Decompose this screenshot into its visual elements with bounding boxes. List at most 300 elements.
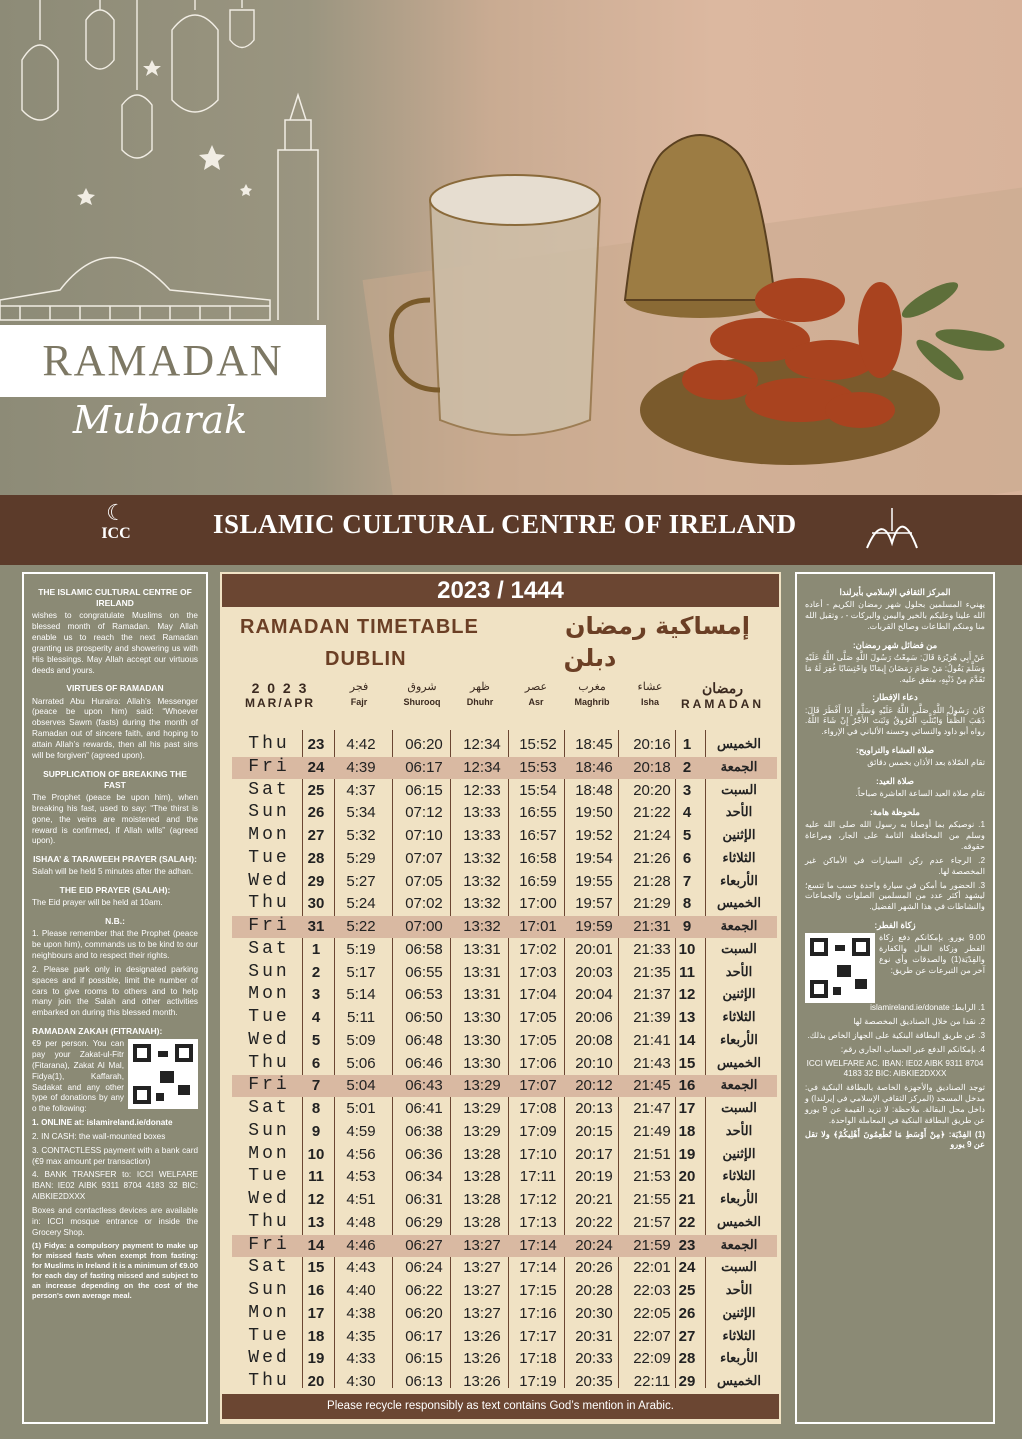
maghrib-time: 20:35 bbox=[575, 1373, 613, 1390]
paragraph: تقام صلاة العيد الساعة العاشرة صباحاً. bbox=[855, 789, 985, 799]
hero-title: RAMADAN bbox=[42, 336, 284, 385]
day-name-ar: الإثنين bbox=[722, 827, 756, 842]
fajr-time: 5:34 bbox=[346, 804, 376, 822]
day-name-ar: الخميس bbox=[717, 1213, 761, 1229]
heading: N.B.: bbox=[105, 916, 125, 927]
dhuhr-time: 12:34 bbox=[463, 736, 501, 753]
timetable-city-ar: دبلن bbox=[563, 644, 617, 672]
maghrib-time: 20:01 bbox=[575, 940, 613, 958]
dhuhr-time: 13:29 bbox=[463, 1122, 501, 1140]
table-row bbox=[232, 1144, 777, 1166]
day-date: 17 bbox=[307, 1304, 325, 1322]
table-row bbox=[232, 1348, 777, 1370]
footnote: (1) الفِدْيَة: ﴿مِنْ أَوْسَطِ مَا تُطْعِمُونَ أَهْلِيكُمْ﴾ ولا تقل عن 9 يورو bbox=[805, 1129, 985, 1150]
dhuhr-time: 13:28 bbox=[463, 1191, 501, 1208]
day-name: Sat bbox=[248, 1257, 290, 1278]
paragraph: 3. عن طريق البطاقة البنكية على الجهاز الخاص بذلك. bbox=[807, 1030, 985, 1040]
banner-title: ISLAMIC CULTURAL CENTRE OF IRELAND bbox=[213, 509, 797, 539]
ramadan-day: 19 bbox=[678, 1145, 696, 1163]
maghrib-time: 20:31 bbox=[575, 1327, 613, 1345]
heading: المركز الثقافي الإسلامي بأيرلندا bbox=[839, 587, 951, 597]
dhuhr-time: 13:26 bbox=[463, 1373, 501, 1390]
day-name-ar: الخميس bbox=[717, 736, 761, 751]
header-shurooq: Shurooq bbox=[403, 697, 441, 707]
isha-time: 21:35 bbox=[633, 963, 671, 981]
paragraph: 2. الرجاء عدم ركن السيارات في الأماكن غير المخصصة لها. bbox=[805, 855, 985, 876]
isha-time: 22:11 bbox=[633, 1373, 671, 1390]
mosque-icon bbox=[0, 95, 318, 320]
isha-time: 20:20 bbox=[633, 781, 671, 799]
day-date: 26 bbox=[307, 804, 325, 822]
dhuhr-time: 13:32 bbox=[463, 918, 501, 935]
day-name-ar: الجمعة bbox=[720, 1236, 758, 1252]
shurooq-time: 06:15 bbox=[405, 1350, 443, 1368]
table-row bbox=[232, 1371, 777, 1393]
maghrib-time: 19:50 bbox=[575, 804, 613, 822]
day-name: Thu bbox=[248, 1371, 290, 1391]
shurooq-time: 06:55 bbox=[405, 963, 443, 981]
ramadan-day: 22 bbox=[678, 1213, 696, 1231]
dhuhr-time: 13:30 bbox=[463, 1009, 501, 1026]
day-name-ar: الثلاثاء bbox=[722, 1327, 756, 1343]
asr-time: 17:07 bbox=[519, 1077, 557, 1095]
timetable bbox=[220, 572, 781, 1424]
fajr-time: 5:22 bbox=[346, 918, 376, 935]
isha-time: 21:37 bbox=[633, 986, 671, 1004]
day-name: Tue bbox=[248, 847, 290, 868]
donate-qr-code-ar[interactable] bbox=[805, 933, 875, 1003]
table-row bbox=[232, 1053, 777, 1075]
maghrib-time: 20:04 bbox=[575, 986, 613, 1004]
asr-time: 16:57 bbox=[519, 827, 557, 844]
shurooq-time: 06:13 bbox=[405, 1373, 443, 1390]
donate-qr-code[interactable] bbox=[128, 1039, 198, 1109]
day-name: Mon bbox=[248, 1302, 290, 1323]
day-name: Sun bbox=[248, 1280, 290, 1300]
ramadan-day: 27 bbox=[678, 1327, 696, 1345]
shurooq-time: 06:50 bbox=[405, 1009, 443, 1026]
isha-time: 21:59 bbox=[633, 1236, 671, 1254]
ramadan-day: 3 bbox=[682, 781, 692, 799]
day-date: 14 bbox=[307, 1236, 325, 1254]
fajr-time: 4:30 bbox=[346, 1373, 376, 1390]
dhuhr-time: 13:27 bbox=[463, 1259, 501, 1277]
ramadan-day: 24 bbox=[678, 1259, 696, 1277]
day-name: Thu bbox=[248, 1211, 290, 1232]
shurooq-time: 06:22 bbox=[405, 1282, 443, 1299]
maghrib-time: 19:59 bbox=[575, 918, 613, 935]
header-asr-ar: عصر bbox=[524, 681, 548, 693]
isha-time: 20:16 bbox=[633, 736, 671, 753]
asr-time: 17:11 bbox=[519, 1168, 557, 1186]
paragraph: 2. نقدا من خلال الصناديق المخصصة لها bbox=[853, 1017, 985, 1027]
isha-time: 22:03 bbox=[633, 1282, 671, 1299]
paragraph: Narrated Abu Huraira: Allah’s Messenger (peace be upon him) said: “Whoever observes Sawm (fasts) during the month of Ramadan out of sincere faith, and hoping to attain Allah’s rewards, then all his past sins will be forgiven” (agreed upon). bbox=[32, 696, 198, 760]
asr-time: 17:10 bbox=[519, 1145, 557, 1163]
day-date: 25 bbox=[307, 781, 325, 799]
dhuhr-time: 13:33 bbox=[463, 804, 501, 822]
shurooq-time: 06:48 bbox=[405, 1031, 443, 1049]
fajr-time: 5:29 bbox=[346, 849, 376, 867]
asr-time: 15:52 bbox=[519, 736, 557, 753]
dhuhr-time: 13:26 bbox=[463, 1327, 501, 1345]
isha-time: 20:18 bbox=[633, 758, 671, 776]
day-name-ar: الثلاثاء bbox=[722, 1168, 756, 1184]
maghrib-time: 18:48 bbox=[575, 781, 613, 799]
day-name-ar: الأربعاء bbox=[720, 1031, 758, 1047]
table-row bbox=[232, 1030, 777, 1052]
fajr-time: 4:39 bbox=[346, 758, 376, 776]
maghrib-time: 19:57 bbox=[575, 895, 613, 913]
fajr-time: 5:04 bbox=[346, 1077, 376, 1095]
day-name: Mon bbox=[248, 984, 290, 1005]
ramadan-day: 7 bbox=[682, 872, 692, 890]
left-info-panel bbox=[22, 572, 208, 1424]
day-name-ar: السبت bbox=[721, 1259, 757, 1275]
ramadan-day: 12 bbox=[678, 986, 696, 1004]
shurooq-time: 07:07 bbox=[405, 849, 443, 867]
paragraph: wishes to congratulate Muslims on the blessed month of Ramadan. May Allah enable us to reach the next Ramadan granting us prosperity and showering us with His blessings. May Allah accept our virtuous deeds and yours. bbox=[32, 611, 198, 675]
shurooq-time: 07:02 bbox=[405, 895, 443, 913]
fajr-time: 5:11 bbox=[346, 1009, 376, 1026]
paragraph: 4. BANK TRANSFER to: ICCI WELFARE IBAN: IE02 AIBK 9311 8704 4183 32 BIC: AIBKIE2DXXX bbox=[32, 1170, 198, 1202]
asr-time: 17:05 bbox=[519, 1031, 557, 1049]
day-date: 29 bbox=[307, 872, 325, 890]
table-row bbox=[232, 802, 777, 824]
shurooq-time: 06:46 bbox=[405, 1054, 443, 1072]
day-date: 9 bbox=[311, 1122, 321, 1140]
maghrib-time: 20:26 bbox=[575, 1259, 613, 1277]
isha-time: 21:41 bbox=[633, 1031, 671, 1049]
heading: SUPPLICATION OF BREAKING THE FAST bbox=[43, 768, 187, 790]
isha-time: 21:57 bbox=[633, 1213, 671, 1231]
day-name-ar: الأربعاء bbox=[720, 1350, 758, 1366]
day-date: 31 bbox=[307, 918, 325, 935]
shurooq-time: 06:17 bbox=[405, 1327, 443, 1345]
day-name-ar: الجمعة bbox=[720, 758, 758, 774]
table-row bbox=[232, 1303, 777, 1325]
isha-time: 21:53 bbox=[633, 1168, 671, 1186]
ramadan-day: 17 bbox=[678, 1100, 696, 1117]
day-name-ar: الأربعاء bbox=[720, 872, 758, 888]
maghrib-time: 20:19 bbox=[575, 1168, 613, 1186]
shurooq-time: 06:36 bbox=[405, 1145, 443, 1163]
shurooq-time: 07:00 bbox=[405, 918, 443, 935]
fajr-time: 4:43 bbox=[346, 1259, 376, 1277]
shurooq-time: 06:27 bbox=[405, 1236, 443, 1254]
shurooq-time: 07:10 bbox=[405, 827, 443, 844]
isha-time: 21:47 bbox=[633, 1100, 671, 1117]
tea-glass-icon bbox=[392, 175, 600, 435]
table-row bbox=[232, 734, 777, 756]
donate-online-link[interactable]: 1. ONLINE at: islamireland.ie/donate bbox=[32, 1118, 173, 1128]
day-name: Tue bbox=[248, 1007, 290, 1027]
dhuhr-time: 13:32 bbox=[463, 849, 501, 867]
isha-time: 21:45 bbox=[633, 1077, 671, 1095]
day-date: 28 bbox=[307, 849, 325, 867]
dhuhr-time: 13:27 bbox=[463, 1304, 501, 1322]
day-name: Sat bbox=[248, 1098, 290, 1118]
ramadan-day: 14 bbox=[678, 1031, 696, 1049]
table-row bbox=[232, 1326, 777, 1348]
header-ramadan: RAMADAN bbox=[681, 697, 764, 711]
hero-subtitle: Mubarak bbox=[72, 398, 248, 442]
maghrib-time: 20:12 bbox=[575, 1077, 613, 1095]
asr-time: 17:12 bbox=[519, 1191, 557, 1208]
shurooq-time: 06:53 bbox=[405, 986, 443, 1004]
maghrib-time: 19:52 bbox=[575, 827, 613, 844]
table-row bbox=[232, 780, 777, 802]
shurooq-time: 06:29 bbox=[405, 1213, 443, 1231]
asr-time: 17:03 bbox=[519, 963, 557, 981]
ramadan-day: 5 bbox=[682, 827, 692, 844]
day-name-ar: الإثنين bbox=[722, 1304, 756, 1320]
asr-time: 16:55 bbox=[519, 804, 557, 822]
day-name: Sun bbox=[248, 802, 290, 823]
shurooq-time: 06:58 bbox=[405, 940, 443, 958]
header-isha-ar: عشاء bbox=[637, 681, 663, 693]
asr-time: 17:02 bbox=[519, 940, 557, 958]
header-maghrib-ar: مغرب bbox=[578, 681, 606, 693]
heading: ISHAA’ & TARAWEEH PRAYER (SALAH): bbox=[33, 854, 197, 865]
heading: صلاة العشاء والتراويح: bbox=[855, 745, 935, 756]
footer-note: Please recycle responsibly as text contains God’s mention in Arabic. bbox=[222, 1394, 779, 1419]
day-date: 19 bbox=[307, 1350, 325, 1368]
table-row bbox=[232, 825, 777, 847]
shurooq-time: 07:05 bbox=[405, 872, 443, 890]
ramadan-day: 23 bbox=[678, 1236, 696, 1254]
day-date: 10 bbox=[307, 1145, 325, 1163]
day-name-ar: الجمعة bbox=[720, 1077, 758, 1093]
asr-time: 17:13 bbox=[519, 1213, 557, 1231]
day-name: Sun bbox=[248, 1120, 290, 1141]
fajr-time: 5:09 bbox=[346, 1031, 376, 1049]
dhuhr-time: 13:26 bbox=[463, 1350, 501, 1368]
maghrib-time: 18:45 bbox=[575, 736, 613, 753]
paragraph: 1. Please remember that the Prophet (peace be upon him), commands us to be kind to our neighbours and to respect their rights. bbox=[32, 929, 198, 961]
table-row bbox=[232, 1257, 777, 1279]
isha-time: 21:22 bbox=[633, 804, 671, 822]
day-date: 6 bbox=[311, 1054, 321, 1072]
star-icons bbox=[77, 60, 252, 205]
day-date: 20 bbox=[307, 1373, 325, 1390]
maghrib-time: 20:30 bbox=[575, 1304, 613, 1322]
fajr-time: 4:37 bbox=[346, 781, 376, 799]
fajr-time: 5:27 bbox=[346, 872, 376, 890]
leaves-icon bbox=[898, 276, 1006, 385]
day-name: Fri bbox=[248, 1234, 290, 1255]
asr-time: 16:58 bbox=[519, 849, 557, 867]
header-banner bbox=[0, 495, 1022, 565]
ramadan-day: 26 bbox=[678, 1304, 696, 1322]
ramadan-day: 21 bbox=[678, 1191, 696, 1208]
day-name-ar: الأربعاء bbox=[720, 1191, 758, 1206]
day-name-ar: الإثنين bbox=[722, 1145, 756, 1161]
icc-logo bbox=[88, 501, 144, 559]
maghrib-time: 20:13 bbox=[575, 1100, 613, 1117]
ramadan-day: 4 bbox=[682, 804, 692, 822]
donate-online-link-ar[interactable]: 1. الرابط: islamireland.ie/donate bbox=[870, 1003, 985, 1013]
day-name-ar: السبت bbox=[721, 1100, 757, 1115]
fajr-time: 5:32 bbox=[346, 827, 376, 844]
day-date: 7 bbox=[311, 1077, 321, 1095]
maghrib-time: 19:55 bbox=[575, 872, 613, 890]
isha-time: 22:01 bbox=[633, 1259, 671, 1277]
crescent-icon: ☾ bbox=[106, 500, 126, 525]
maghrib-time: 19:54 bbox=[575, 849, 613, 867]
ramadan-plate bbox=[0, 325, 326, 397]
dhuhr-time: 13:29 bbox=[463, 1077, 501, 1095]
paragraph: 9.00 يورو. بإمكانكم دفع زكاة الفطر وزكاة المال والكفارة والفِدْيَة(1) والصدقات وأي نوع آخر من التبرعات عن طريق: bbox=[879, 933, 985, 975]
header-isha: Isha bbox=[640, 697, 659, 707]
logo-text: ICC bbox=[101, 525, 131, 542]
table-row bbox=[232, 1166, 777, 1188]
fajr-time: 4:51 bbox=[346, 1191, 376, 1208]
maghrib-time: 20:21 bbox=[575, 1191, 613, 1208]
isha-time: 21:39 bbox=[633, 1009, 671, 1026]
table-row bbox=[232, 848, 777, 870]
ramadan-day: 10 bbox=[678, 940, 696, 958]
heading: ملحوظة هامة: bbox=[870, 807, 920, 818]
maghrib-time: 20:10 bbox=[575, 1054, 613, 1072]
shurooq-time: 06:38 bbox=[405, 1122, 443, 1140]
right-info-panel bbox=[795, 572, 995, 1424]
paragraph: توجد الصناديق والأجهزة الخاصة بالبطاقة البنكية في: مدخل المسجد (المركز الثقافي الإسلامي في إيرلندا) و داخل محل البقالة. ملاحظة: لا تزيد القيمة عن 9 يورو عن طريق البطاقة البنكية في المعاملة الواحدة. bbox=[805, 1083, 985, 1125]
shurooq-time: 06:31 bbox=[405, 1191, 443, 1208]
isha-time: 22:07 bbox=[633, 1327, 671, 1345]
ramadan-day: 13 bbox=[678, 1009, 696, 1026]
isha-time: 21:31 bbox=[633, 918, 671, 935]
paragraph: Boxes and contactless devices are available in: ICCI mosque entrance or inside the Grocery Shop. bbox=[32, 1205, 198, 1237]
asr-time: 17:15 bbox=[519, 1282, 557, 1299]
fajr-time: 4:38 bbox=[346, 1304, 376, 1322]
day-name: Thu bbox=[248, 1052, 290, 1073]
table-row bbox=[232, 1212, 777, 1234]
dhuhr-time: 13:27 bbox=[463, 1282, 501, 1299]
heading: THE EID PRAYER (SALAH): bbox=[59, 885, 171, 896]
dhuhr-time: 13:28 bbox=[463, 1145, 501, 1163]
table-row bbox=[232, 893, 777, 915]
fajr-time: 5:14 bbox=[346, 986, 376, 1004]
asr-time: 17:18 bbox=[519, 1350, 557, 1368]
header-asr: Asr bbox=[528, 697, 544, 707]
isha-time: 21:33 bbox=[633, 940, 671, 958]
ramadan-day: 16 bbox=[678, 1077, 696, 1095]
isha-time: 21:51 bbox=[633, 1145, 671, 1163]
table-row bbox=[232, 1075, 777, 1097]
asr-time: 16:59 bbox=[519, 872, 557, 890]
day-name-ar: الأحد bbox=[725, 963, 753, 979]
paragraph: The Eid prayer will be held at 10am. bbox=[32, 898, 163, 908]
ramadan-day: 9 bbox=[682, 918, 692, 935]
header-shurooq-ar: شروق bbox=[407, 681, 437, 693]
header-months: MAR/APR bbox=[245, 696, 315, 710]
isha-time: 22:05 bbox=[633, 1304, 671, 1322]
day-date: 18 bbox=[307, 1327, 325, 1345]
day-date: 27 bbox=[307, 827, 325, 844]
table-row bbox=[232, 1189, 777, 1211]
table-row bbox=[232, 984, 777, 1006]
paragraph: يهنيء المسلمين بحلول شهر رمضان الكريم - أعاده الله علينا وعليكم بالخير واليمن والبركات - ، وتقبل الله منا ومنكم الطاعات وصالح القربات. bbox=[805, 600, 985, 631]
fajr-time: 5:17 bbox=[346, 963, 376, 981]
day-name-ar: الثلاثاء bbox=[722, 1009, 756, 1024]
paragraph: Salah will be held 5 minutes after the adhan. bbox=[32, 867, 194, 877]
table-header bbox=[230, 680, 775, 722]
dhuhr-time: 13:28 bbox=[463, 1213, 501, 1231]
table-row bbox=[232, 939, 777, 961]
ramadan-day: 8 bbox=[682, 895, 692, 913]
asr-time: 17:04 bbox=[519, 986, 557, 1004]
ramadan-day: 15 bbox=[678, 1054, 696, 1072]
header-fajr: Fajr bbox=[350, 697, 368, 707]
asr-time: 15:54 bbox=[519, 781, 557, 799]
day-date: 23 bbox=[307, 736, 325, 753]
day-name: Sat bbox=[248, 938, 290, 959]
table-row bbox=[232, 1098, 777, 1120]
day-name: Fri bbox=[248, 916, 290, 936]
table-row bbox=[232, 1235, 777, 1257]
fajr-time: 4:35 bbox=[346, 1327, 376, 1345]
dhuhr-time: 13:32 bbox=[463, 895, 501, 913]
fajr-time: 5:01 bbox=[346, 1100, 376, 1117]
day-date: 30 bbox=[307, 895, 325, 913]
header-year: 2 0 2 3 bbox=[251, 680, 309, 696]
paragraph: €9 per person. You can pay your Zakat-ul-Fitr (Fitarana), Zakat Al Mal, Fidya(1), Kaffarah, Sadakat and any other type of donations by any o the following: bbox=[32, 1039, 124, 1114]
dhuhr-time: 12:34 bbox=[463, 758, 501, 776]
paragraph: 2. Please park only in designated parking spaces and if possible, limit the number of cars to give rooms to others and to help many join the Salah and other activities embarked on during this blessed month. bbox=[32, 964, 198, 1018]
fajr-time: 4:53 bbox=[346, 1168, 376, 1186]
day-name-ar: السبت bbox=[721, 940, 757, 956]
table-row bbox=[232, 916, 777, 938]
day-name: Fri bbox=[248, 756, 290, 777]
dhuhr-time: 12:33 bbox=[463, 781, 501, 799]
bank-details: ICCI WELFARE AC. IBAN: IE02 AIBK 9311 8704 4183 32 BIC: AIBKIE2DXXX bbox=[806, 1058, 984, 1079]
shurooq-time: 06:17 bbox=[405, 758, 443, 776]
day-name-ar: الثلاثاء bbox=[722, 849, 756, 865]
day-name-ar: الإثنين bbox=[722, 986, 756, 1002]
day-name: Sun bbox=[248, 961, 290, 982]
table-row bbox=[232, 1007, 777, 1029]
heading: دعاء الإفطار: bbox=[872, 692, 918, 703]
header-fajr-ar: فجر bbox=[349, 681, 369, 693]
isha-time: 21:29 bbox=[633, 895, 671, 913]
day-name: Mon bbox=[248, 825, 290, 845]
fajr-time: 5:19 bbox=[346, 940, 376, 958]
dhuhr-time: 13:29 bbox=[463, 1100, 501, 1117]
day-date: 5 bbox=[311, 1031, 321, 1049]
day-date: 8 bbox=[311, 1100, 321, 1117]
asr-time: 17:08 bbox=[519, 1100, 557, 1117]
paragraph: 4. بإمكانكم الدفع عبر الحساب الجاري رقم: bbox=[840, 1044, 985, 1054]
heading: صلاة العيد: bbox=[875, 776, 914, 787]
paragraph: كَانَ رَسُولُ اللَّهِ صَلَّى اللَّهُ عَلَيْهِ وَسَلَّمَ إِذَا أَفْطَرَ قَالَ: ذَهَبَ الظَّمَأُ وَابْتَلَّتِ الْعُرُوقُ وَثَبَتَ الأَجْرُ إِنْ شَاءَ اللَّهُ. رواه أبو داود والنسائي وحسنه الألباني في الإرواء. bbox=[805, 705, 985, 737]
timetable-title: RAMADAN TIMETABLE bbox=[240, 616, 479, 638]
header-maghrib: Maghrib bbox=[574, 697, 610, 707]
ramadan-day: 18 bbox=[678, 1122, 696, 1140]
year-bar: 2023 / 1444 bbox=[222, 574, 779, 607]
isha-time: 21:26 bbox=[633, 849, 671, 867]
dhuhr-time: 13:27 bbox=[463, 1236, 501, 1254]
shurooq-time: 06:41 bbox=[405, 1100, 443, 1117]
fajr-time: 4:33 bbox=[346, 1350, 376, 1368]
heading: VIRTUES OF RAMADAN bbox=[66, 683, 164, 694]
day-date: 2 bbox=[311, 963, 321, 981]
day-date: 12 bbox=[307, 1191, 325, 1208]
asr-time: 17:00 bbox=[519, 895, 557, 913]
day-date: 15 bbox=[307, 1259, 325, 1277]
timetable-city: DUBLIN bbox=[325, 648, 407, 670]
day-name: Thu bbox=[248, 893, 290, 914]
